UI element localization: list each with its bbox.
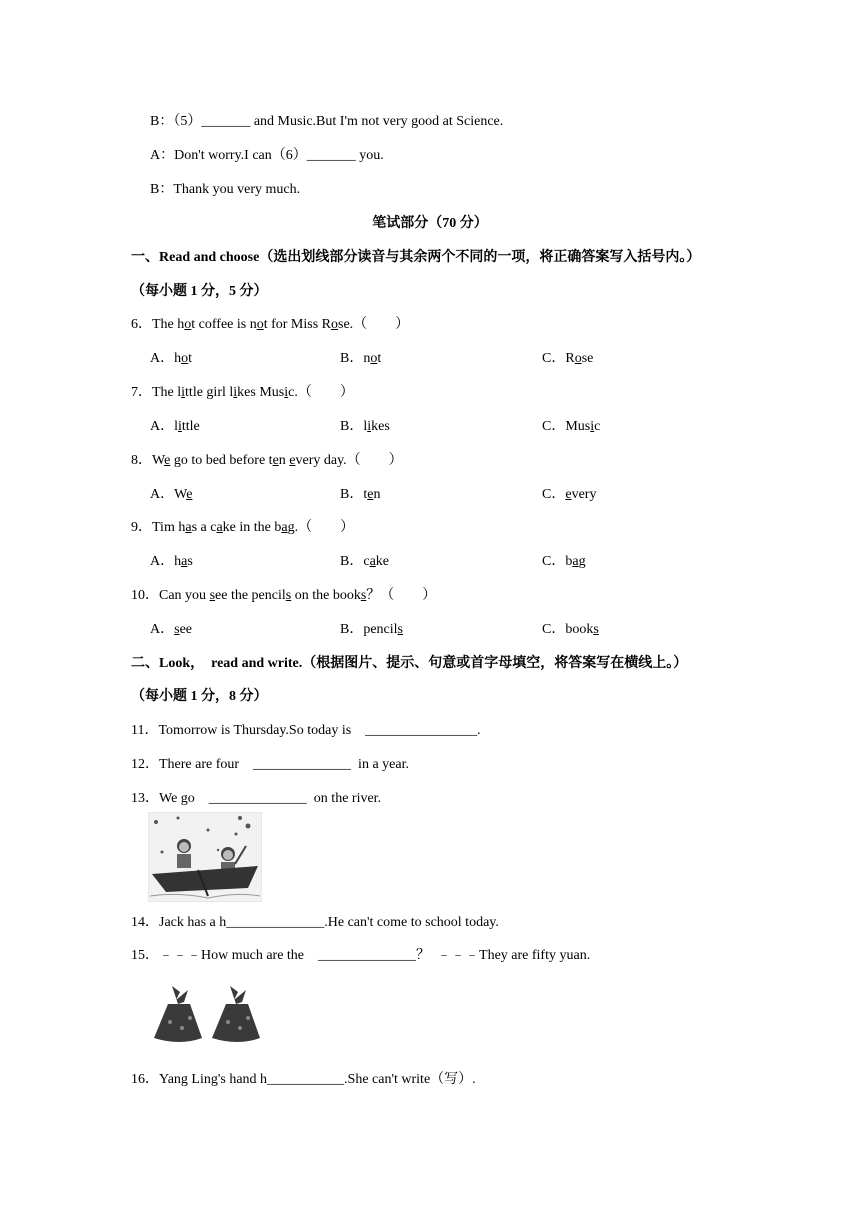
dialogue-b5-suffix: and Music.But I'm not very good at Science. [250, 114, 504, 129]
question-8: 8．We go to bed before ten every day.（ ） [131, 453, 403, 468]
dialogue-a6-suffix: you. [355, 148, 384, 163]
section2-points: （每小题 1 分，8 分） [131, 689, 268, 704]
boat-rowing-picture [148, 812, 262, 902]
dialogue-a6 [150, 147, 384, 165]
q8-option-a[interactable]: A．We [150, 487, 193, 502]
q7-option-c[interactable]: C．Music [542, 419, 601, 434]
q10-option-b[interactable]: B．pencils [340, 622, 403, 637]
q8-option-b[interactable]: B．ten [340, 487, 381, 502]
question-15[interactable]: 15．﹣﹣﹣How much are the ______________？ ﹣﹣﹣They are fifty yuan. [131, 948, 591, 963]
section2-title-en: Look， read and write. [159, 656, 303, 671]
blank-6[interactable]: _______ [306, 148, 356, 163]
question-11[interactable]: 11．Tomorrow is Thursday.So today is ________________. [131, 723, 481, 738]
question-6: 6．The hot coffee is not for Miss Rose.（ ） [131, 317, 410, 332]
section1-heading [131, 249, 700, 267]
dialogue-b-thanks: B：Thank you very much. [150, 182, 301, 197]
section1-number: 一、 [131, 250, 159, 265]
q8-option-c[interactable]: C．every [542, 487, 597, 502]
q6-option-a[interactable]: A．hot [150, 351, 193, 366]
blank-5[interactable]: _______ [201, 114, 251, 129]
q10-option-c[interactable]: C．books [542, 622, 599, 637]
question-16[interactable]: 16．Yang Ling's hand h___________.She can't write（写）. [131, 1072, 476, 1087]
dresses-picture [150, 982, 264, 1046]
q10-option-a[interactable]: A．see [150, 622, 193, 637]
section2-heading [131, 655, 687, 673]
section2-title-cn: （根据图片、提示、句意或首字母填空，将答案写在横线上。） [302, 656, 688, 671]
written-part-title: 笔试部分（70 分） [372, 216, 488, 231]
q6-option-b[interactable]: B．not [340, 351, 382, 366]
section1-points: （每小题 1 分，5 分） [131, 284, 268, 299]
section2-number: 二、 [131, 656, 159, 671]
q9-option-b[interactable]: B．cake [340, 554, 389, 569]
dialogue-b5-prefix: B：（5） [150, 114, 202, 129]
q6-option-c[interactable]: C．Rose [542, 351, 594, 366]
question-10: 10．Can you see the pencils on the books？（ ） [131, 588, 437, 603]
question-13[interactable]: 13．We go ______________ on the river. [131, 791, 382, 806]
question-12[interactable]: 12．There are four ______________ in a year. [131, 757, 409, 772]
question-7: 7．The little girl likes Music.（ ） [131, 385, 354, 400]
dialogue-b5 [150, 113, 503, 131]
q9-option-c[interactable]: C．bag [542, 554, 586, 569]
q9-option-a[interactable]: A．has [150, 554, 193, 569]
q7-option-b[interactable]: B．likes [340, 419, 390, 434]
dialogue-a6-prefix: A：Don't worry.I can（6） [150, 148, 307, 163]
section1-title-cn: （选出划线部分读音与其余两个不同的一项，将正确答案写入括号内。） [259, 250, 701, 265]
q7-option-a[interactable]: A．little [150, 419, 200, 434]
question-9: 9．Tim has a cake in the bag.（ ） [131, 520, 355, 535]
question-14[interactable]: 14．Jack has a h______________.He can't come to school today. [131, 915, 499, 930]
section1-title-en: Read and choose [159, 250, 260, 265]
